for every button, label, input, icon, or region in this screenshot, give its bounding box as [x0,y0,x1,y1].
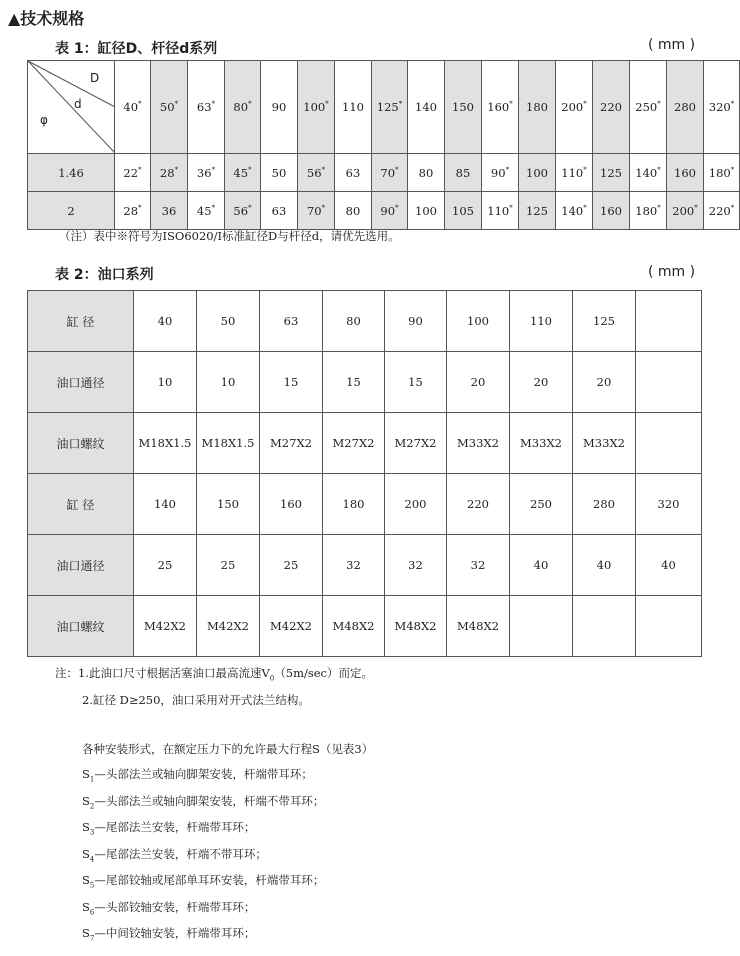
rod-diameter-cell [482,192,519,230]
port-value-cell: 180 [323,474,385,535]
rod-diameter-cell [556,192,593,230]
rod-value: 63 [345,165,361,180]
rod-diameter-cell [667,154,704,192]
rod-diameter-cell [335,192,372,230]
port-value-cell: 20 [510,352,573,413]
port-value-cell: 50 [197,291,260,352]
note-1-subscript: 0 [269,674,275,683]
row-label: 油口通径 [28,352,134,413]
bore-header-cell [519,61,556,154]
bore-value: 125 [376,100,399,114]
bore-value: 180 [526,100,548,114]
rod-value: 36 [161,203,177,218]
rod-diameter-cell [556,154,593,192]
rod-diameter-cell [261,192,298,230]
rod-value: 85 [455,165,471,180]
port-value-cell: 25 [260,535,323,596]
mounting-item [82,846,267,863]
stroke-symbol: S [82,846,90,861]
table2-caption: 表 2：油口系列 [55,267,154,283]
rod-value: 56 [233,203,249,218]
port-value-cell: 40 [134,291,197,352]
bore-value: 80 [233,100,249,114]
note-2: 2.缸径 D≥250，油口采用对开式法兰结构。 [82,693,310,707]
row-label: 缸 径 [28,291,134,352]
preferred-star: * [505,165,510,174]
port-value-cell: M33X2 [573,413,636,474]
bore-header-cell [115,61,151,154]
phi-ratio-cell: 2 [28,192,115,230]
mounting-text: —头部法兰或轴向脚架安装，杆端带耳环； [94,767,313,781]
note-1-text: 注：1.此油口尺寸根据活塞油口最高流速V [55,666,270,680]
rod-value: 200 [672,203,695,218]
stroke-subscript: 5 [89,881,95,890]
port-value-cell: 200 [385,474,447,535]
bore-header-cell [630,61,667,154]
rod-diameter-cell [115,154,151,192]
rod-value: 45 [196,203,212,218]
port-value-cell: M42X2 [260,596,323,657]
bore-header-cell [593,61,630,154]
stroke-subscript: 7 [89,934,95,943]
preferred-star: * [694,203,698,212]
port-value-cell [636,596,702,657]
port-value-cell: 15 [260,352,323,413]
rod-value: 110 [561,165,584,180]
port-value-cell: 32 [385,535,447,596]
bore-value: 160 [487,100,510,114]
preferred-star: * [395,165,399,174]
stroke-symbol: S [82,873,90,887]
bore-header-cell [372,61,408,154]
mounting-item [82,793,324,810]
rod-value: 80 [345,203,361,218]
port-value-cell [636,352,702,413]
preferred-star: * [730,203,735,212]
port-value-cell: M33X2 [447,413,510,474]
rod-value: 80 [418,165,434,180]
preferred-star: * [583,165,587,174]
mounting-item [82,899,255,916]
rod-diameter-cell [298,192,335,230]
table-row [28,474,702,535]
mounting-intro: 各种安装形式，在额定压力下的允许最大行程S（见表3） [82,742,374,756]
port-value-cell: 32 [447,535,510,596]
rod-diameter-cell [593,192,630,230]
rod-diameter-cell [188,192,225,230]
port-value-cell: 25 [197,535,260,596]
rod-value: 45 [233,165,249,180]
port-value-cell: M18X1.5 [197,413,260,474]
rod-value: 100 [526,165,548,180]
corner-label-phi: φ [40,113,48,127]
rod-value: 70 [306,203,322,218]
stroke-subscript: 2 [89,801,95,810]
rod-value: 140 [635,165,658,180]
rod-value: 50 [271,165,287,180]
rod-diameter-cell [298,154,335,192]
row-label: 油口螺纹 [28,413,134,474]
mounting-item [82,819,255,836]
preferred-star: * [657,100,661,109]
mounting-text: —尾部铰轴或尾部单耳环安装，杆端带耳环； [94,873,325,887]
port-value-cell: M48X2 [323,596,385,657]
port-value-cell: 15 [323,352,385,413]
stroke-subscript: 6 [89,907,95,916]
rod-value: 56 [306,165,322,180]
port-value-cell [636,291,702,352]
preferred-star: * [211,165,216,174]
bore-header-cell [667,61,704,154]
preferred-star: * [174,165,179,174]
rod-value: 140 [561,203,584,218]
bore-header-cell [704,61,740,154]
port-value-cell: 40 [510,535,573,596]
rod-diameter-cell [445,192,482,230]
rod-diameter-cell [445,154,482,192]
bore-value: 40 [123,100,139,114]
bore-header-cell [482,61,519,154]
port-value-cell: 160 [260,474,323,535]
table1-unit: ( mm ) [648,37,696,53]
table-row [28,352,702,413]
bore-value: 110 [342,100,364,114]
table1-caption: 表 1：缸径D、杆径d系列 [55,41,218,57]
preferred-star: * [730,100,735,109]
rod-value: 160 [600,203,622,218]
port-value-cell: 125 [573,291,636,352]
bore-value: 280 [674,100,696,114]
port-value-cell: 100 [447,291,510,352]
port-value-cell: 280 [573,474,636,535]
bore-header-cell [188,61,225,154]
bore-value: 250 [635,100,658,114]
port-value-cell: M27X2 [260,413,323,474]
rod-value: 105 [452,203,474,218]
rod-value: 63 [271,203,287,218]
rod-value: 22 [123,165,139,180]
port-value-cell: M48X2 [447,596,510,657]
preferred-star: * [321,203,326,212]
port-value-cell: M42X2 [134,596,197,657]
port-value-cell: M33X2 [510,413,573,474]
preferred-star: * [657,203,661,212]
rod-value: 125 [600,165,622,180]
table1-note: （注）表中※符号为ISO6020/I标准缸径D与杆径d，请优先选用。 [59,229,400,243]
preferred-star: * [583,203,587,212]
rod-value: 220 [708,203,731,218]
rod-value: 180 [708,165,731,180]
port-value-cell: 250 [510,474,573,535]
rod-diameter-cell [704,154,740,192]
port-value-cell: 40 [573,535,636,596]
bore-value: 63 [196,100,212,114]
corner-cell [28,61,115,154]
port-value-cell [510,596,573,657]
bore-value: 140 [415,100,437,114]
rod-diameter-cell [261,154,298,192]
port-value-cell: 32 [323,535,385,596]
table-row [28,413,702,474]
rod-diameter-cell [630,192,667,230]
stroke-symbol: S [82,899,90,914]
preferred-star: * [325,100,329,109]
rod-diameter-cell [372,154,408,192]
rod-diameter-cell [482,154,519,192]
port-value-cell: 150 [197,474,260,535]
row-label: 缸 径 [28,474,134,535]
preferred-star: * [248,203,252,212]
port-value-cell: M27X2 [323,413,385,474]
port-value-cell: 40 [636,535,702,596]
port-value-cell [636,413,702,474]
note-1 [55,665,373,682]
row-label: 油口螺纹 [28,596,134,657]
mounting-item [82,766,313,783]
corner-label-D: D [90,71,100,85]
phi-ratio-cell: 1.46 [28,154,115,192]
port-value-cell: 140 [134,474,197,535]
rod-value: 28 [159,165,175,180]
row-label: 油口通径 [28,535,134,596]
bore-header-cell [335,61,372,154]
preferred-star: * [321,165,326,174]
port-value-cell: 10 [197,352,260,413]
port-value-cell: 320 [636,474,702,535]
table2-unit: ( mm ) [648,264,696,280]
bore-value: 50 [159,100,175,114]
rod-value: 110 [487,203,510,218]
port-value-cell: 220 [447,474,510,535]
port-value-cell: 25 [134,535,197,596]
port-value-cell: M27X2 [385,413,447,474]
rod-diameter-cell [151,192,188,230]
table-row [28,535,702,596]
bore-header-cell [261,61,298,154]
bore-value: 200 [561,100,584,114]
port-value-cell: 90 [385,291,447,352]
note-1-tail: （5m/sec）而定。 [274,666,373,680]
rod-diameter-cell [593,154,630,192]
mounting-text: —尾部法兰安装，杆端带耳环； [94,820,256,834]
rod-value: 90 [490,165,506,180]
bore-header-cell [298,61,335,154]
rod-diameter-cell [115,192,151,230]
section-heading: ▲技术规格 [8,9,85,28]
preferred-star: * [138,203,142,212]
rod-diameter-cell [519,154,556,192]
rod-value: 160 [674,165,696,180]
rod-value: 180 [635,203,658,218]
port-value-cell: M48X2 [385,596,447,657]
rod-diameter-cell [151,154,188,192]
preferred-star: * [509,203,513,212]
preferred-star: * [583,100,587,109]
stroke-subscript: 4 [89,854,95,863]
preferred-star: * [248,165,252,174]
corner-label-d: d [74,97,82,111]
port-table [27,290,702,657]
port-value-cell: 80 [323,291,385,352]
stroke-subscript: 1 [89,775,95,784]
port-value-cell: 20 [573,352,636,413]
mounting-item [82,872,324,889]
rod-diameter-cell [408,154,445,192]
port-value-cell: 10 [134,352,197,413]
rod-diameter-cell [372,192,408,230]
bore-header-cell [408,61,445,154]
table-row [28,596,702,657]
rod-diameter-cell [408,192,445,230]
rod-diameter-cell [335,154,372,192]
stroke-symbol: S [82,793,90,808]
stroke-symbol: S [82,820,90,834]
preferred-star: * [730,165,735,174]
bore-header-cell [225,61,261,154]
preferred-star: * [138,165,142,174]
preferred-star: * [248,100,252,109]
preferred-star: * [395,203,399,212]
bore-header-cell [151,61,188,154]
rod-diameter-cell [667,192,704,230]
rod-diameter-cell [704,192,740,230]
port-value-cell [573,596,636,657]
preferred-star: * [211,100,216,109]
rod-diameter-cell [225,192,261,230]
bore-header-cell [556,61,593,154]
port-value-cell: M18X1.5 [134,413,197,474]
table-row [28,291,702,352]
rod-value: 90 [380,203,396,218]
rod-value: 125 [526,203,548,218]
preferred-star: * [174,100,179,109]
rod-diameter-cell [519,192,556,230]
mounting-text: —头部铰轴安装，杆端带耳环； [94,899,256,914]
stroke-symbol: S [82,926,90,940]
bore-value: 220 [600,100,622,114]
bore-rod-table [27,60,740,230]
preferred-star: * [509,100,513,109]
stroke-symbol: S [82,767,90,781]
bore-value: 100 [303,100,326,114]
rod-value: 100 [415,203,437,218]
preferred-star: * [398,100,403,109]
port-value-cell: 110 [510,291,573,352]
preferred-star: * [138,100,142,109]
bore-value: 150 [452,100,474,114]
stroke-subscript: 3 [89,828,95,837]
mounting-text: —尾部法兰安装，杆端不带耳环； [94,846,267,861]
rod-diameter-cell [225,154,261,192]
port-value-cell: M42X2 [197,596,260,657]
port-value-cell: 20 [447,352,510,413]
rod-value: 36 [196,165,212,180]
mounting-text: —头部法兰或轴向脚架安装，杆端不带耳环； [94,793,325,808]
rod-value: 70 [380,165,396,180]
rod-value: 28 [123,203,139,218]
corner-diagonals [28,61,115,153]
port-value-cell: 15 [385,352,447,413]
rod-diameter-cell [630,154,667,192]
bore-value: 90 [271,100,287,114]
bore-value: 320 [708,100,731,114]
rod-diameter-cell [188,154,225,192]
port-value-cell: 63 [260,291,323,352]
preferred-star: * [657,165,661,174]
bore-header-cell [445,61,482,154]
mounting-item [82,925,255,942]
preferred-star: * [211,203,216,212]
mounting-text: —中间铰轴安装，杆端带耳环； [94,926,256,940]
